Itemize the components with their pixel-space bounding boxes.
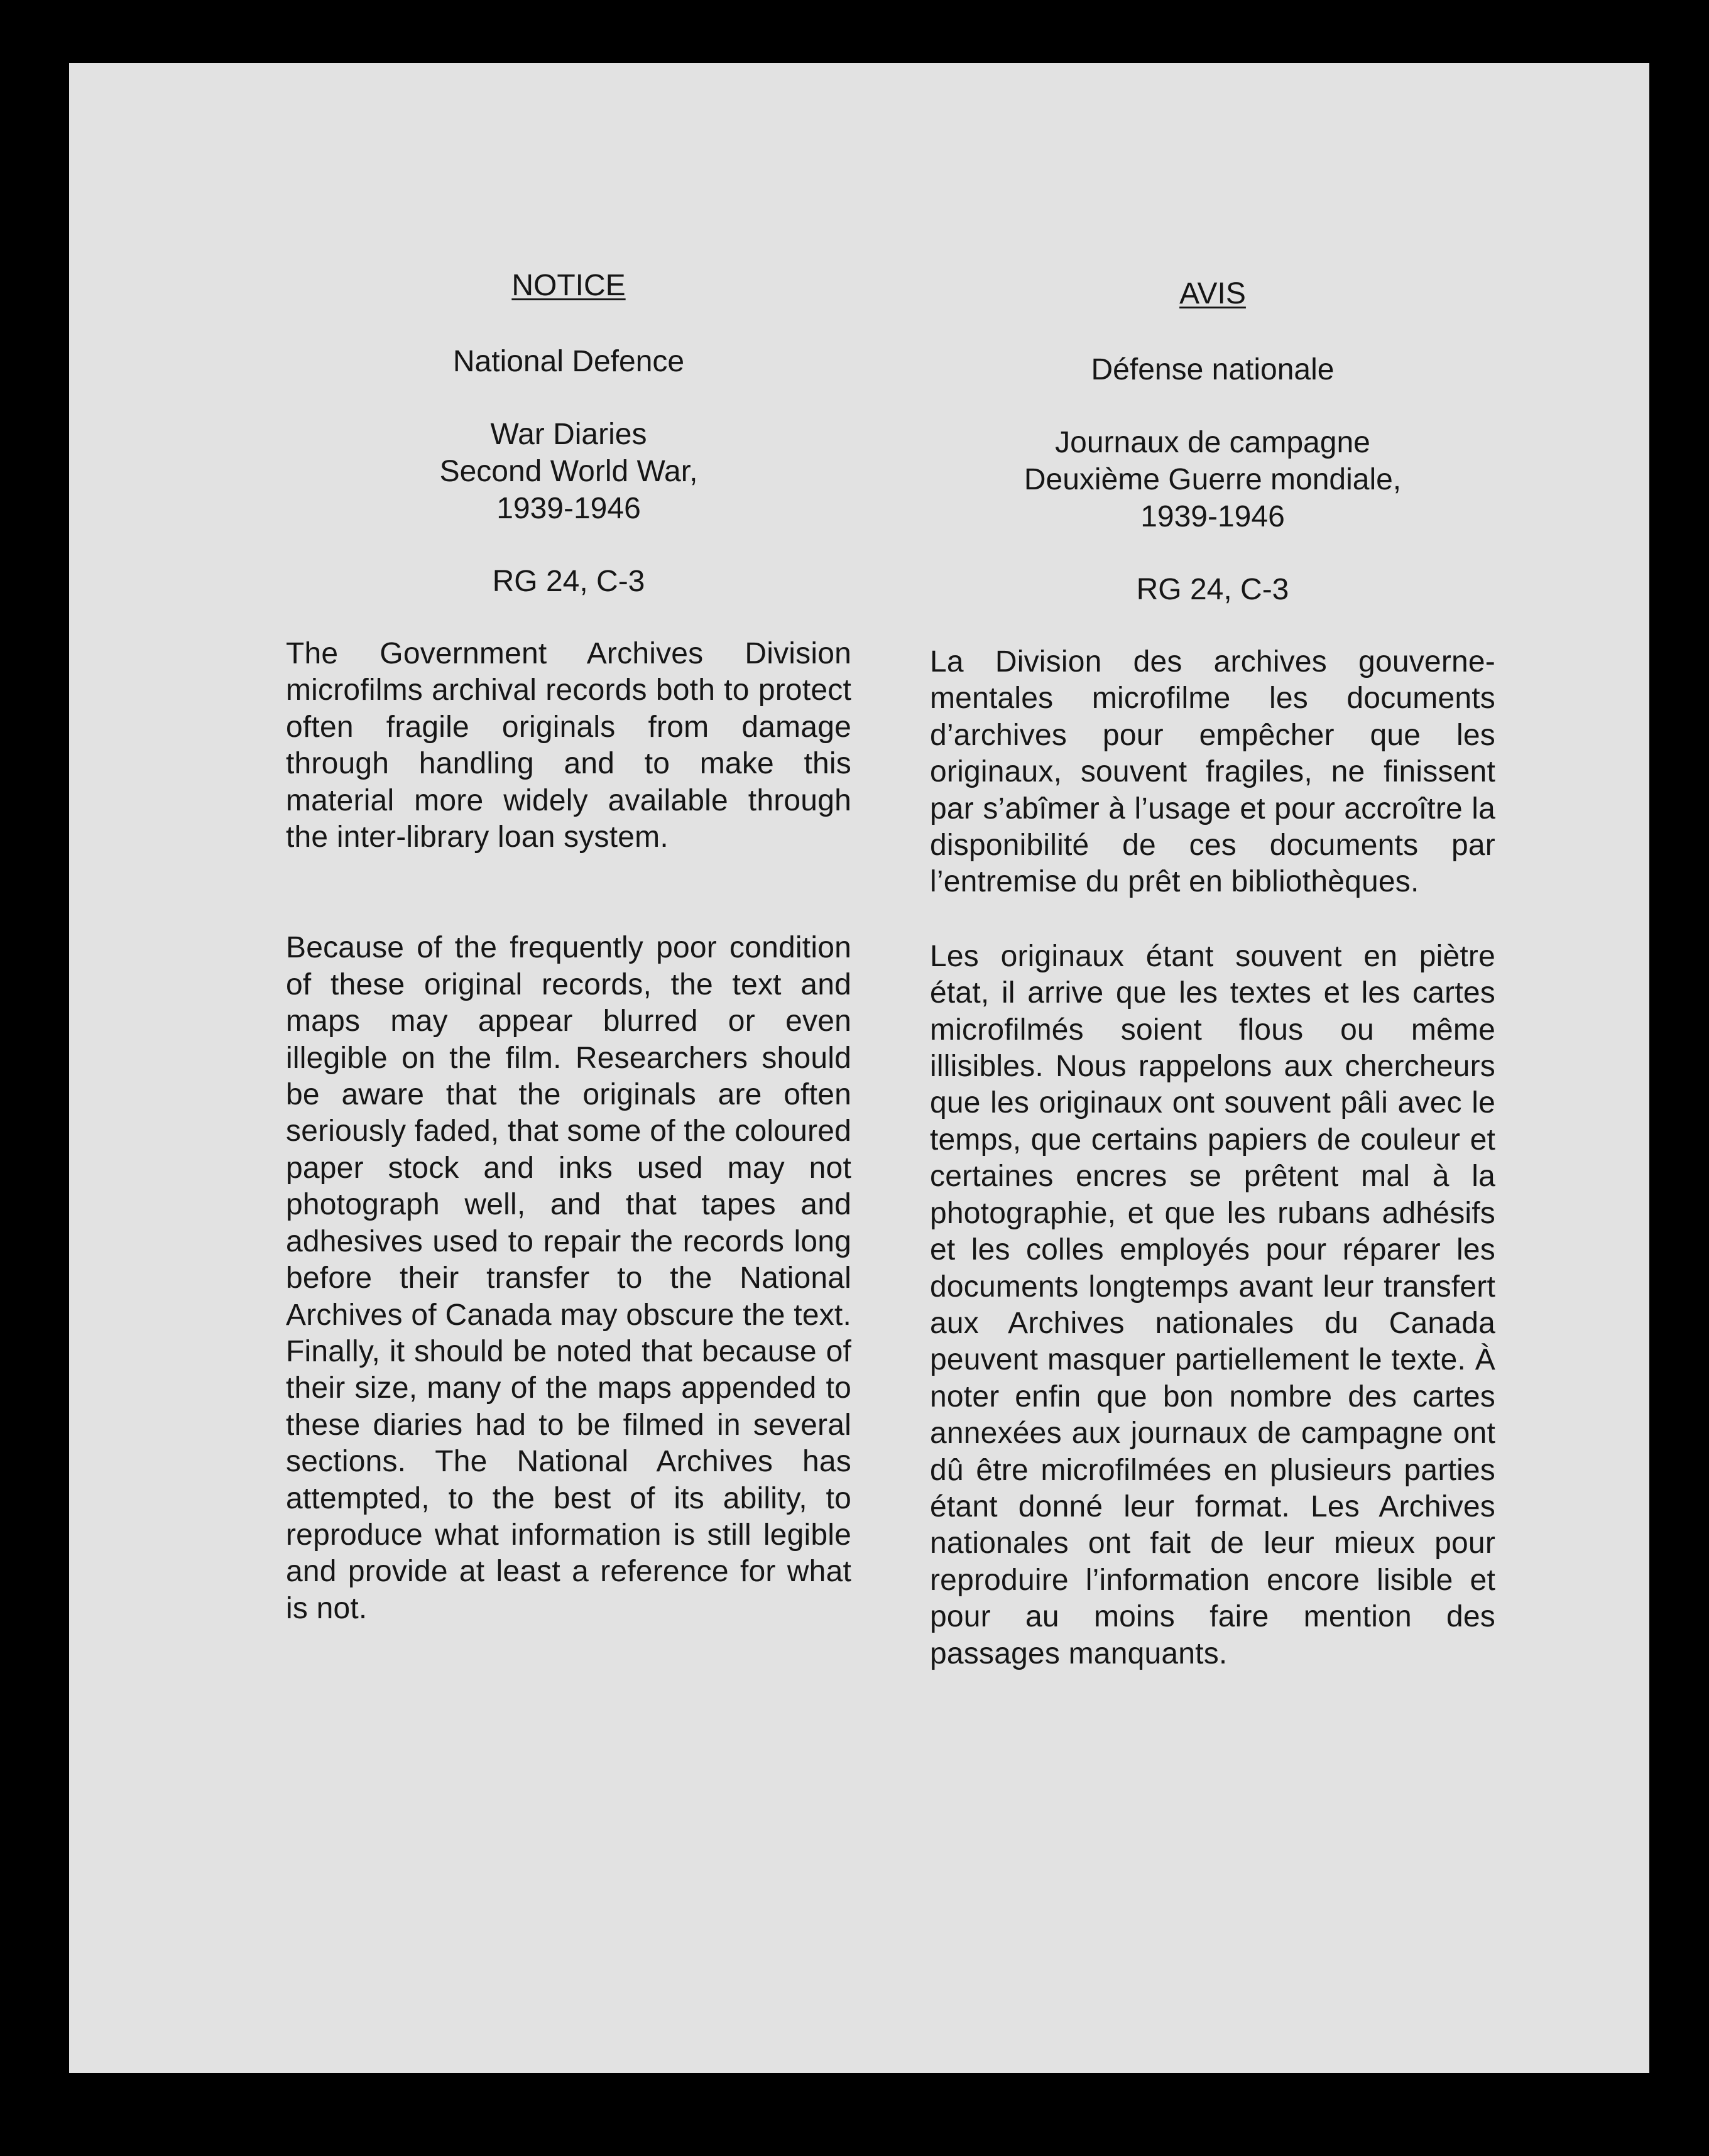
avis-title: AVIS [1179,277,1246,310]
department-name: National Defence [452,345,685,378]
series-title-line2-fr: Deuxième Guerre mondiale, [1024,463,1402,496]
record-group-reference-fr: RG 24, C-3 [1136,573,1289,606]
avis-paragraph-1: La Division des archives gouverne-mentales microfilme les documents d’archives pour empêcher que les originaux, souvent fragiles, ne finissent par s’abîmer à l’usage et pour accroître la disponibilité de ces documents par l’entremise du prêt en bibliothèques. [930,645,1495,899]
department-name-fr: Défense nationale [1091,353,1335,386]
notice-paragraph-1: The Government Archives Division microfilms archival records both to protect often fragile originals from damage through handling and to make this material more widely available through the inter-library loan system. [286,637,851,854]
series-date-range-fr: 1939-1946 [1140,500,1285,533]
series-title-line1-fr: Journaux de campagne [1055,426,1370,459]
record-group-reference: RG 24, C-3 [492,565,645,598]
series-title-line1: War Diaries [490,418,647,451]
series-title-line2: Second World War, [439,455,698,488]
french-column [930,275,1495,1672]
notice-title: NOTICE [511,269,626,302]
avis-paragraph-2: Les originaux étant souvent en piètre état, il arrive que les textes et les cartes microfilmés soient flous ou même illisibles. Nous rappelons aux chercheurs que les originaux ont souvent pâli avec le temps, que certains papiers de couleur et certaines encres se prêtent mal à la photographie, et que les rubans adhésifs et les colles employés pour réparer les documents longtemps avant leur transfert aux Archives nationales du Canada peuvent masquer partiellement le texte. À noter enfin que bon nombre des cartes annexées aux journaux de campagne ont dû être microfilmées en plusieurs parties étant donné leur format. Les Archives nationales ont fait de leur mieux pour reproduire l’information encore lisible et pour au moins faire mention des passages manquants. [930,939,1495,1670]
english-column [286,267,851,1627]
document-page [69,63,1649,2073]
notice-paragraph-2: Because of the frequently poor condition of these original records, the text and maps may appear blurred or even illegible on the film. Researchers should be aware that the originals are often seriously faded, that some of the coloured paper stock and inks used may not photograph well, and that tapes and adhesives used to repair the records long before their transfer to the National Archives of Canada may obscure the text. Finally, it should be noted that because of their size, many of the maps appended to these diaries had to be filmed in several sections. The National Archives has attempted, to the best of its ability, to reproduce what information is still legible and provide at least a reference for what is not. [286,931,851,1625]
series-date-range: 1939-1946 [496,492,641,525]
